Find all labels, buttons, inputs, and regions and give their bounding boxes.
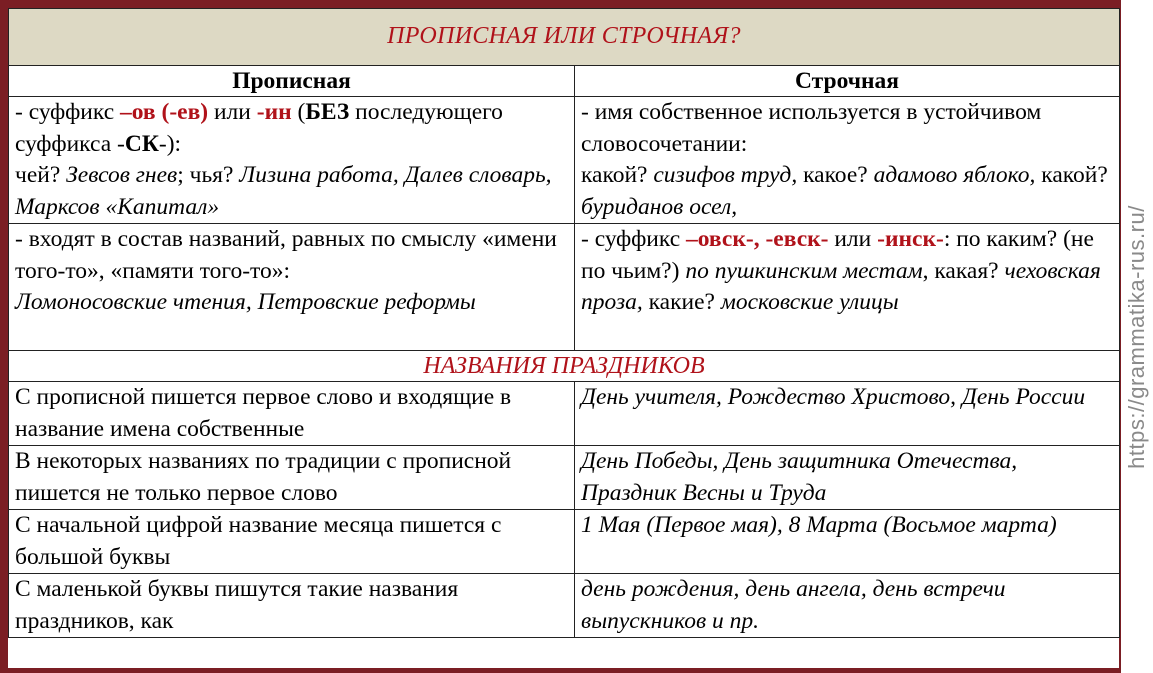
rule-text: (: [291, 99, 306, 125]
example-text: по пушкинским местам: [685, 257, 923, 284]
section-title: НАЗВАНИЯ ПРАЗДНИКОВ: [9, 351, 1120, 382]
title-row: [9, 9, 1120, 66]
table-row: [9, 446, 1120, 510]
rule-text: или: [828, 226, 878, 252]
table-row: [9, 510, 1120, 574]
table-row: [9, 382, 1120, 446]
holiday-example: день рождения, день ангела, день встречи выпускников и пр.: [575, 574, 1120, 638]
rule-text: - имя собственное используется в устойчивом словосочетании:: [581, 99, 1042, 157]
emphasis-text: СК: [124, 130, 159, 157]
rule-text: чей?: [15, 162, 67, 188]
rule-text: - суффикс: [15, 99, 121, 125]
holiday-example: День Победы, День защитника Отечества, Праздник Весны и Труда: [575, 446, 1120, 510]
example-text: буриданов осел,: [581, 193, 738, 220]
holiday-rule: С прописной пишется первое слово и входящие в название имена собственные: [9, 382, 575, 446]
header-lowercase: Строчная: [575, 66, 1120, 97]
example-text: Ломоносовские чтения, Петровские реформы: [15, 289, 476, 315]
suffix-highlight: –овск-, -евск-: [686, 226, 829, 252]
rule-text: какой?: [581, 162, 654, 188]
content-area: [8, 8, 1119, 668]
suffix-highlight: –ов (-ев): [120, 99, 209, 125]
rule-text: ; чья?: [177, 162, 240, 188]
table-row: [9, 574, 1120, 638]
rule-text: какой?: [1035, 162, 1108, 188]
rule-cell-left: [9, 224, 575, 351]
example-text: адамово яблоко,: [873, 162, 1036, 188]
rule-text: - суффикс: [581, 226, 687, 252]
rule-text: или: [208, 99, 257, 125]
holiday-example: День учителя, Рождество Христово, День России: [575, 382, 1120, 446]
section-row: [9, 351, 1120, 382]
emphasis-text: БЕЗ: [305, 99, 350, 125]
table-row: [9, 97, 1120, 224]
rule-text: какое?: [797, 162, 874, 188]
header-row: [9, 66, 1120, 97]
header-uppercase: Прописная: [9, 66, 575, 97]
suffix-highlight: -инск-: [877, 226, 944, 252]
page-title: ПРОПИСНАЯ ИЛИ СТРОЧНАЯ?: [9, 9, 1120, 66]
holiday-example: 1 Мая (Первое мая), 8 Марта (Восьмое марта): [575, 510, 1120, 574]
rule-cell-right: [575, 224, 1120, 351]
rule-text: - входят в состав названий, равных по смыслу «имени того-то», «памяти того-то»:: [15, 226, 557, 284]
rule-text: какие?: [642, 289, 721, 315]
table-row: [9, 224, 1120, 351]
example-text: чеховская проза,: [581, 257, 1101, 315]
rule-text: последующего суффикса -: [15, 99, 503, 157]
rule-cell-right: [575, 97, 1120, 224]
holiday-rule: С начальной цифрой название месяца пишется с большой буквы: [9, 510, 575, 574]
example-text: Зевсов гнев: [66, 162, 178, 188]
rule-text: , какая?: [922, 257, 1005, 284]
rule-cell-left: [9, 97, 575, 224]
watermark-strip: [1121, 0, 1153, 673]
example-text: сизифов труд,: [653, 162, 798, 188]
rules-table: [8, 8, 1120, 638]
example-text: московские улицы: [720, 289, 899, 315]
holiday-rule: В некоторых названиях по традиции с прописной пишется не только первое слово: [9, 446, 575, 510]
watermark-url: https://grammatika-rus.ru/: [1124, 204, 1149, 469]
holiday-rule: С маленькой буквы пишутся такие названия праздников, как: [9, 574, 575, 638]
rule-text: -):: [158, 130, 182, 157]
example-text: Лизина работа, Далев словарь, Марксов «Капитал»: [15, 162, 552, 220]
suffix-highlight: -ин: [256, 99, 292, 125]
rule-text: : по каким? (не по чьим?): [581, 226, 1094, 284]
